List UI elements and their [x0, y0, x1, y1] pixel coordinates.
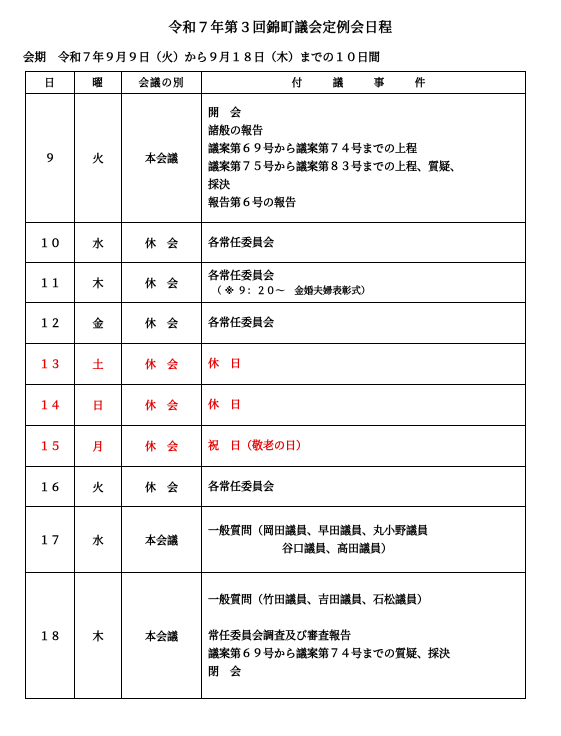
agenda-item: 祝 日（敬老の日）	[208, 439, 307, 452]
agenda-item: 閉 会	[208, 664, 241, 678]
table-row	[26, 507, 526, 573]
page-title: 令和７年第３回錦町議会定例会日程	[168, 20, 393, 36]
row-meeting-type: 休 会	[122, 344, 202, 385]
row-agenda	[202, 263, 526, 303]
row-weekday: 水	[75, 223, 122, 263]
agenda-item-continued: 谷口議員、高田議員）	[282, 541, 392, 555]
row-agenda	[202, 223, 526, 263]
schedule-table	[25, 71, 526, 699]
session-period-label: 会期	[23, 50, 46, 64]
row-day: １３	[26, 344, 75, 385]
session-period-text: 令和７年９月９日（火）から９月１８日（木）までの１０日間	[58, 50, 381, 64]
table-row-holiday	[26, 385, 526, 426]
agenda-spacer	[208, 609, 519, 627]
table-row	[26, 303, 526, 344]
row-weekday: 火	[75, 467, 122, 507]
row-agenda	[202, 303, 526, 344]
header-meeting-type: 会議の別	[122, 72, 202, 94]
row-meeting-type: 休 会	[122, 263, 202, 303]
header-day: 日	[26, 72, 75, 94]
agenda-item: 一般質問（竹田議員、吉田議員、石松議員）	[208, 592, 428, 606]
row-meeting-type: 休 会	[122, 385, 202, 426]
row-day: １６	[26, 467, 75, 507]
row-day: １５	[26, 426, 75, 467]
row-meeting-type: 休 会	[122, 223, 202, 263]
table-header-row	[26, 72, 526, 94]
agenda-item: 各常任委員会	[208, 479, 274, 493]
row-meeting-type: 本会議	[122, 94, 202, 223]
row-weekday: 木	[75, 263, 122, 303]
table-row	[26, 263, 526, 303]
row-weekday: 月	[75, 426, 122, 467]
row-agenda	[202, 426, 526, 467]
agenda-item: 報告第６号の報告	[208, 196, 296, 209]
row-weekday: 金	[75, 303, 122, 344]
agenda-item: 議案第６９号から議案第７４号までの上程	[208, 142, 417, 155]
row-agenda	[202, 467, 526, 507]
row-meeting-type: 休 会	[122, 467, 202, 507]
row-agenda	[202, 344, 526, 385]
agenda-item: 一般質問（岡田議員、早田議員、丸小野議員	[208, 523, 428, 537]
table-row	[26, 467, 526, 507]
agenda-note: （ ※ ９：２０～ 金婚夫婦表彰式）	[212, 285, 371, 297]
row-day: １０	[26, 223, 75, 263]
agenda-item: 各常任委員会	[208, 316, 274, 329]
row-meeting-type: 本会議	[122, 507, 202, 573]
header-weekday: 曜	[75, 72, 122, 94]
row-agenda	[202, 573, 526, 699]
row-weekday: 木	[75, 573, 122, 699]
row-day: １４	[26, 385, 75, 426]
row-day: １１	[26, 263, 75, 303]
agenda-item: 開 会	[208, 106, 241, 119]
table-row	[26, 573, 526, 699]
row-weekday: 火	[75, 94, 122, 223]
agenda-item: 採決	[208, 178, 230, 191]
agenda-item: 議案第７５号から議案第８３号までの上程、質疑、	[208, 160, 461, 173]
agenda-item: 各常任委員会	[208, 235, 274, 249]
header-agenda: 付 議 事 件	[202, 72, 526, 94]
row-day: ９	[26, 94, 75, 223]
row-agenda	[202, 94, 526, 223]
row-weekday: 土	[75, 344, 122, 385]
row-meeting-type: 休 会	[122, 426, 202, 467]
row-weekday: 水	[75, 507, 122, 573]
table-row-holiday	[26, 344, 526, 385]
table-row	[26, 223, 526, 263]
agenda-item: 休 日	[208, 398, 241, 411]
row-weekday: 日	[75, 385, 122, 426]
row-day: １８	[26, 573, 75, 699]
agenda-item: 諸般の報告	[208, 124, 263, 137]
agenda-item: 議案第６９号から議案第７４号までの質疑、採決	[208, 646, 450, 660]
session-period	[23, 49, 380, 65]
row-agenda	[202, 507, 526, 573]
agenda-item: 休 日	[208, 357, 241, 370]
row-day: １７	[26, 507, 75, 573]
agenda-item: 各常任委員会	[208, 268, 274, 282]
table-row	[26, 94, 526, 223]
agenda-item: 常任委員会調査及び審査報告	[208, 628, 351, 642]
row-agenda	[202, 385, 526, 426]
table-row-holiday	[26, 426, 526, 467]
row-day: １２	[26, 303, 75, 344]
row-meeting-type: 休 会	[122, 303, 202, 344]
row-meeting-type: 本会議	[122, 573, 202, 699]
